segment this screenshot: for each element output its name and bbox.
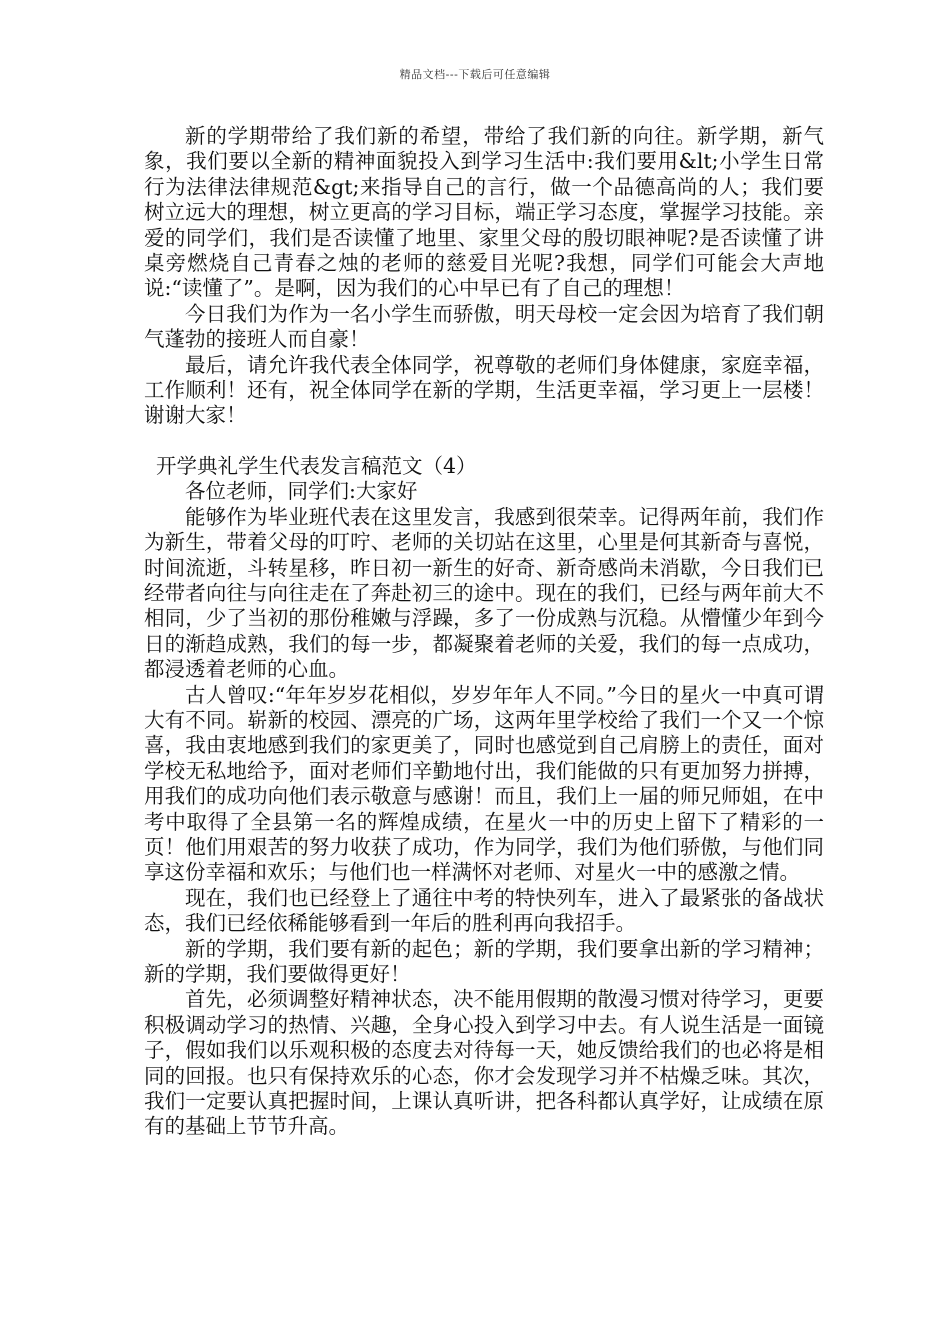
paragraph: 今日我们为作为一名小学生而骄傲，明天母校一定会因为培育了我们朝气蓬勃的接班人而自豪！ bbox=[144, 301, 824, 352]
paragraph: 古人曾叹:“年年岁岁花相似，岁岁年年人不同。”今日的星火一中真可谓大有不同。崭新的校园、漂亮的广场，这两年里学校给了我们一个又一个惊喜，我由衷地感到我们的家更美了，同时也感觉到自己肩膀上的责任，面对学校无私地给予，面对老师们辛勤地付出，我们能做的只有更加努力拼搏，用我们的成功向他们表示敬意与感谢！而且，我们上一届的师兄师姐，在中考中取得了全县第一名的辉煌成绩，在星火一中的历史上留下了精彩的一页！他们用艰苦的努力收获了成功，作为同学，我们为他们骄傲，与他们同享这份幸福和欢乐；与他们也一样满怀对老师、对星火一中的感激之情。 bbox=[144, 682, 824, 885]
greeting: 各位老师，同学们:大家好 bbox=[185, 479, 418, 504]
paragraph: 现在，我们也已经登上了通往中考的特快列车，进入了最紧张的备战状态，我们已经依稀能够看到一年后的胜利再向我招手。 bbox=[144, 885, 824, 936]
paragraph: 新的学期带给了我们新的希望，带给了我们新的向往。新学期，新气象，我们要以全新的精神面貌投入到学习生活中:我们要用&lt;小学生日常行为法律法律规范&gt;来指导自己的言行，做一个品德高尚的人；我们要树立远大的理想，树立更高的学习目标，端正学习态度，掌握学习技能。亲爱的同学们，我们是否读懂了地里、家里父母的殷切眼神呢?是否读懂了讲桌旁燃烧自己青春之烛的老师的慈爱目光呢?我想，同学们可能会大声地说:“读懂了”。是啊，因为我们的心中早已有了自己的理想！ bbox=[144, 124, 824, 301]
paragraph: 能够作为毕业班代表在这里发言，我感到很荣幸。记得两年前，我们作为新生，带着父母的叮咛、老师的关切站在这里，心里是何其新奇与喜悦，时间流逝，斗转星移，昨日初一新生的好奇、新奇感尚未消歇，今日我们已经带者向往与向往走在了奔赴初三的途中。现在的我们，已经与两年前大不相同，少了当初的那份稚嫩与浮躁，多了一份成熟与沉稳。从懵懂少年到今日的渐趋成熟，我们的每一步，都凝聚着老师的关爱，我们的每一点成功，都浸透着老师的心血。 bbox=[144, 504, 824, 682]
page-header: 精品文档---下载后可任意编辑 bbox=[399, 68, 551, 81]
section-title: 开学典礼学生代表发言稿范文（4） bbox=[156, 453, 477, 478]
document-body bbox=[144, 124, 824, 1140]
paragraph: 最后，请允许我代表全体同学，祝尊敬的老师们身体健康，家庭幸福，工作顺利！还有，祝全体同学在新的学期，生活更幸福，学习更上一层楼！谢谢大家！ bbox=[144, 352, 824, 428]
paragraph: 首先，必须调整好精神状态，决不能用假期的散漫习惯对待学习，更要积极调动学习的热情、兴趣，全身心投入到学习中去。有人说生活是一面镜子，假如我们以乐观积极的态度去对待每一天，她反馈给我们的也必将是相同的回报。也只有保持欢乐的心态，你才会发现学习并不枯燥乏味。其次，我们一定要认真把握时间，上课认真听讲，把各科都认真学好，让成绩在原有的基础上节节升高。 bbox=[144, 987, 824, 1139]
paragraph: 新的学期，我们要有新的起色；新的学期，我们要拿出新的学习精神；新的学期，我们要做得更好！ bbox=[144, 936, 824, 986]
